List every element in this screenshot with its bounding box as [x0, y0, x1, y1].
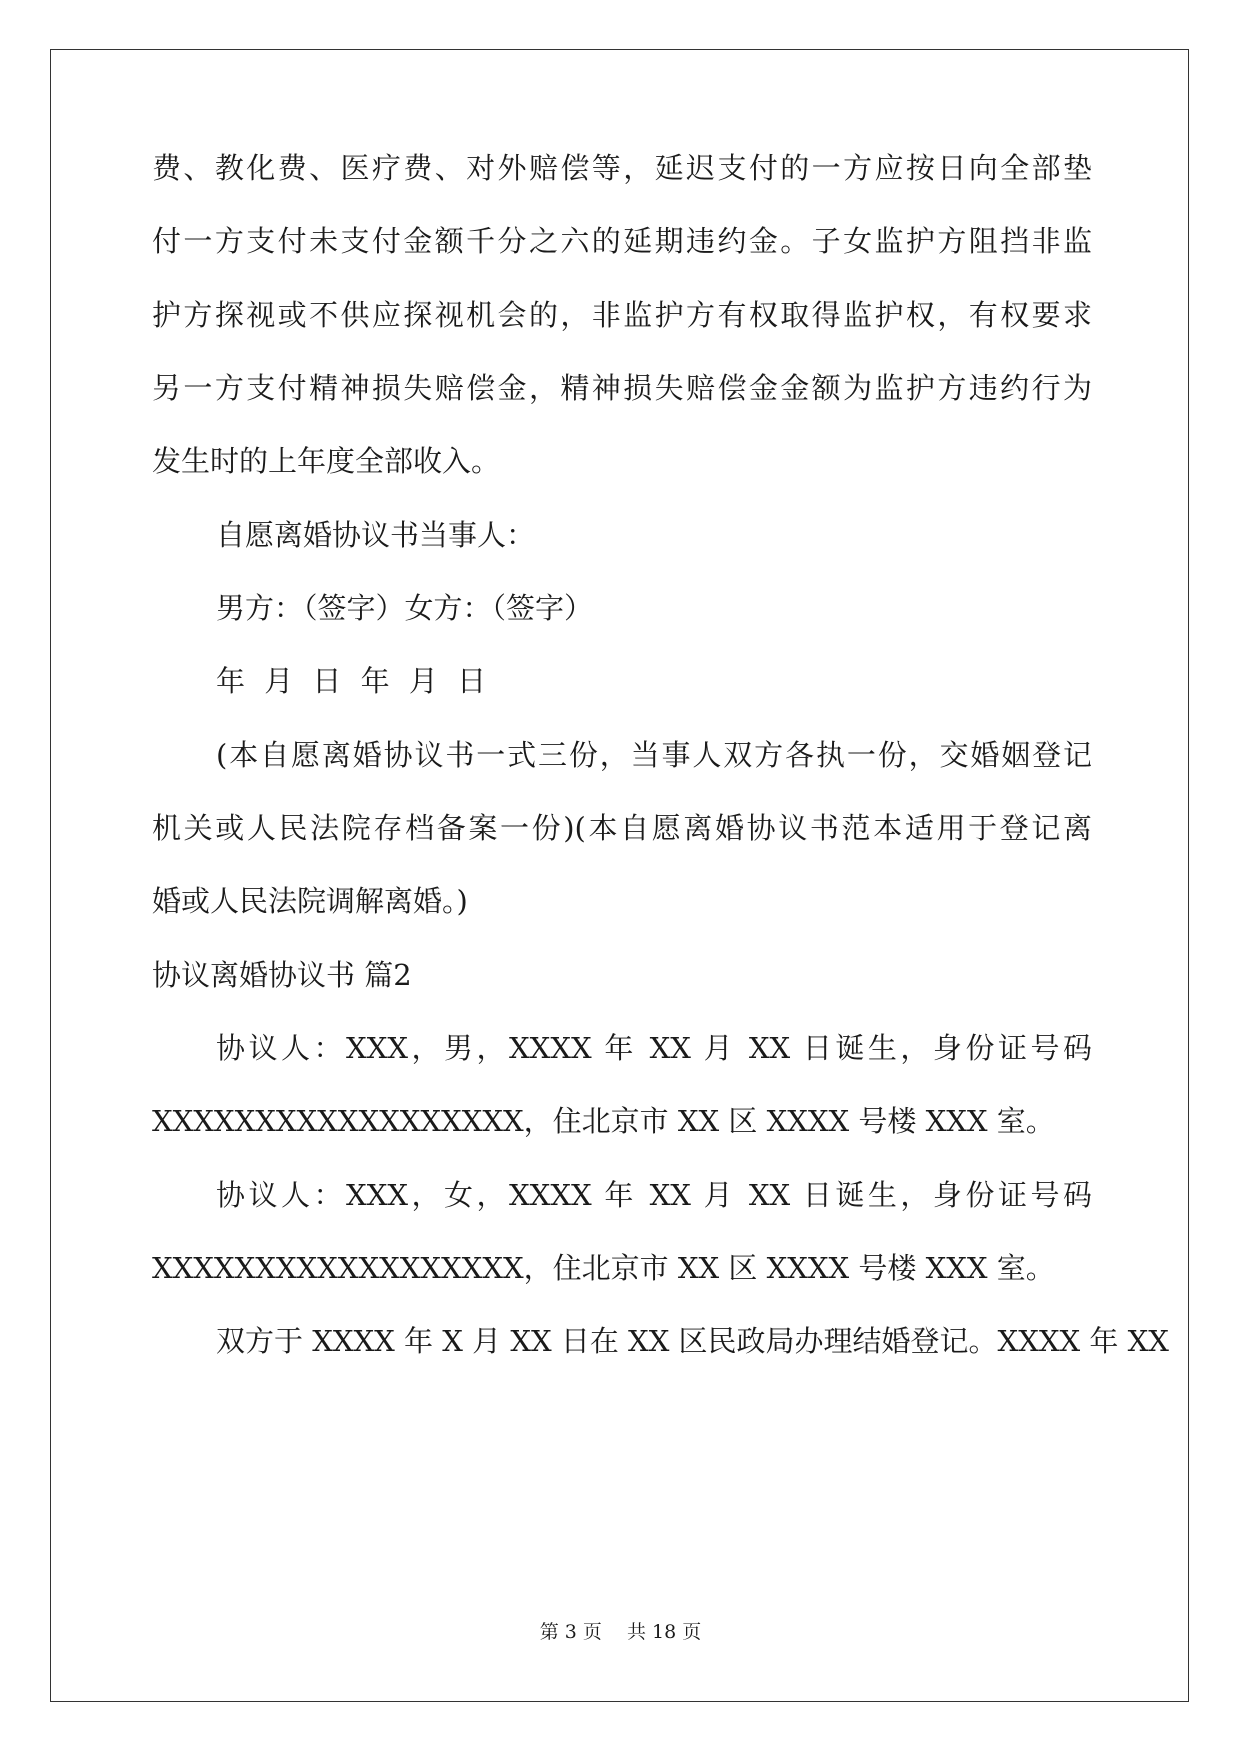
text-line: 婚或人民法院调解离婚。)	[152, 884, 468, 918]
text-line: 自愿离婚协议书当事人：	[216, 518, 536, 552]
text-line: (本自愿离婚协议书一式三份，当事人双方各执一份，交婚姻登记	[216, 738, 1092, 772]
text-line: XXXXXXXXXXXXXXXXXX，住北京市 XX 区 XXXX 号楼 XXX 室。	[152, 1251, 1055, 1285]
text-line: 协议人：XXX，男，XXXX 年 XX 月 XX 日诞生，身份证号码	[216, 1031, 1092, 1065]
page-number: 第 3 页 共 18 页	[539, 1621, 702, 1643]
text-line: 费、教化费、医疗费、对外赔偿等，延迟支付的一方应按日向全部垫	[152, 151, 1092, 185]
text-line: 付一方支付未支付金额千分之六的延期违约金。子女监护方阻挡非监	[152, 224, 1092, 258]
text-line: 机关或人民法院存档备案一份)(本自愿离婚协议书范本适用于登记离	[152, 811, 1092, 845]
text-line: 双方于 XXXX 年 X 月 XX 日在 XX 区民政局办理结婚登记。XXXX 年 XX	[216, 1324, 1169, 1358]
text-line: 协议人：XXX，女，XXXX 年 XX 月 XX 日诞生，身份证号码	[216, 1178, 1092, 1212]
text-line: 发生时的上年度全部收入。	[152, 444, 501, 478]
text-line: 护方探视或不供应探视机会的，非监护方有权取得监护权，有权要求	[152, 298, 1092, 332]
text-line: XXXXXXXXXXXXXXXXXX，住北京市 XX 区 XXXX 号楼 XXX 室。	[152, 1104, 1055, 1138]
signature-line: 男方：（签字）女方：（签字）	[216, 591, 594, 625]
date-line: 年 月 日 年 月 日	[216, 664, 487, 698]
section-heading: 协议离婚协议书 篇2	[152, 958, 412, 992]
text-line: 另一方支付精神损失赔偿金，精神损失赔偿金金额为监护方违约行为	[152, 371, 1092, 405]
